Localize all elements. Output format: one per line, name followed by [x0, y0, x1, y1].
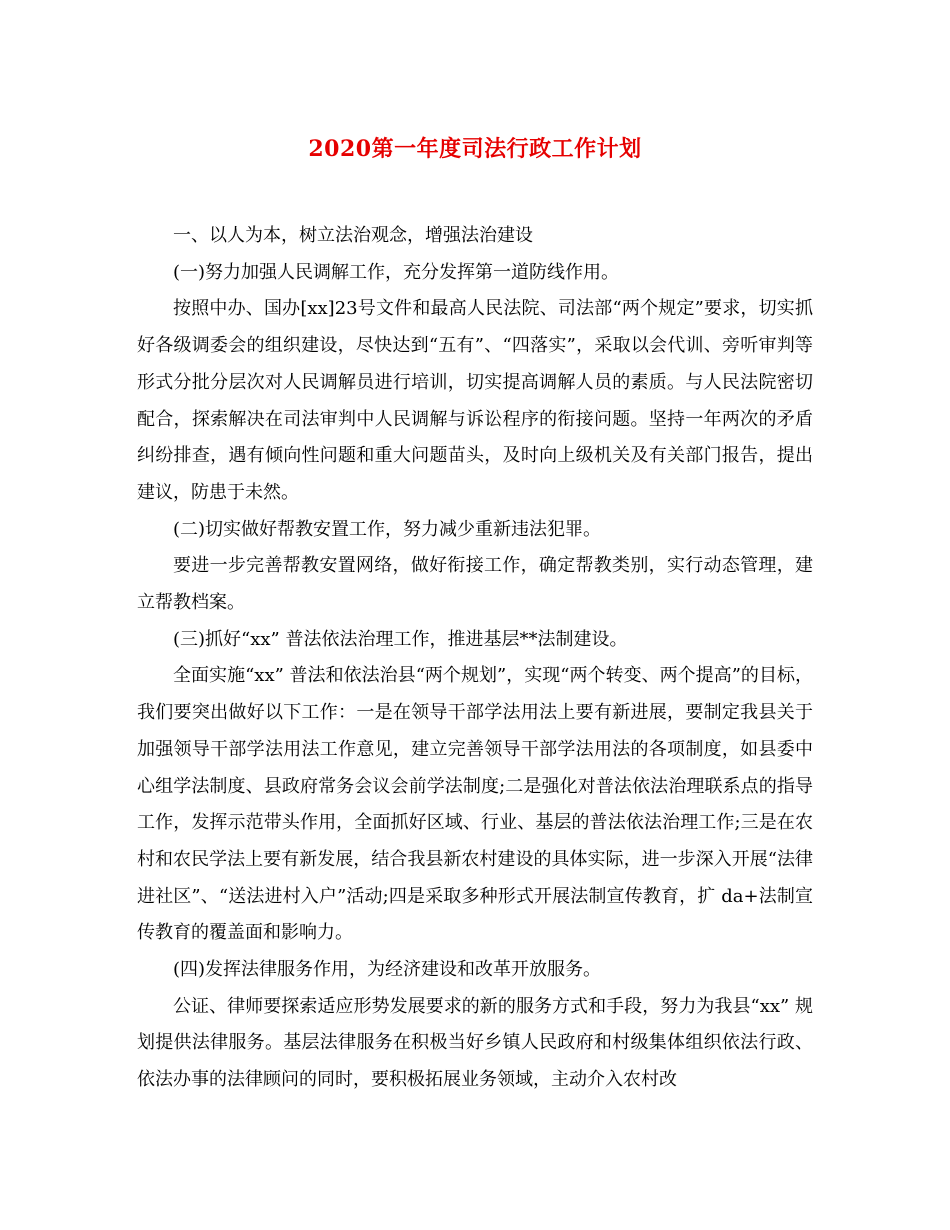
subsection-heading-3: (三)抓好“xx” 普法依法治理工作，推进基层**法制建设。: [173, 628, 628, 650]
subsection-heading-4: (四)发挥法律服务作用，为经济建设和改革开放服务。: [173, 959, 602, 981]
document-title: 2020第一年度司法行政工作计划: [308, 136, 642, 162]
subsection-heading-1: (一)努力加强人民调解工作，充分发挥第一道防线作用。: [173, 261, 620, 283]
paragraph-4: 公证、律师要探索适应形势发展要求的新的服务方式和手段，努力为我县“xx” 规划提供法律服务。基层法律服务在积极当好乡镇人民政府和村级集体组织依法行政、依法办事的法律顾问的同时，要积极拓展业务领域，主动介入农村改: [137, 995, 813, 1091]
paragraph-1: 按照中办、国办[xx]23号文件和最高人民法院、司法部“两个规定”要求，切实抓好各级调委会的组织建设，尽快达到“五有”、“四落实”，采取以会代训、旁听审判等形式分批分层次对人民调解员进行培训，切实提高调解人员的素质。与人民法院密切配合，探索解决在司法审判中人民调解与诉讼程序的衔接问题。坚持一年两次的矛盾纠纷排查，遇有倾向性问题和重大问题苗头，及时向上级机关及有关部门报告，提出建议，防患于未然。: [137, 298, 813, 503]
paragraph-3: 全面实施“xx” 普法和依法治县“两个规划”，实现“两个转变、两个提高”的目标，我们要突出做好以下工作：一是在领导干部学法用法上要有新进展，要制定我县关于加强领导干部学法用法工作意见，建立完善领导干部学法用法的各项制度，如县委中心组学法制度、县政府常务会议会前学法制度;二是强化对普法依法治理联系点的指导工作，发挥示范带头作用，全面抓好区域、行业、基层的普法依法治理工作;三是在农村和农民学法上要有新发展，结合我县新农村建设的具体实际，进一步深入开展“法律进社区”、“送法进村入户”活动;四是采取多种形式开展法制宣传教育，扩 da+法制宣传教育的覆盖面和影响力。: [137, 665, 813, 944]
paragraph-2: 要进一步完善帮教安置网络，做好衔接工作，确定帮教类别，实行动态管理，建立帮教档案。: [137, 555, 813, 614]
subsection-heading-2: (二)切实做好帮教安置工作，努力减少重新违法犯罪。: [173, 518, 602, 540]
section-heading-1: 一、以人为本，树立法治观念，增强法治建设: [173, 225, 533, 246]
document-body: [137, 218, 813, 1099]
